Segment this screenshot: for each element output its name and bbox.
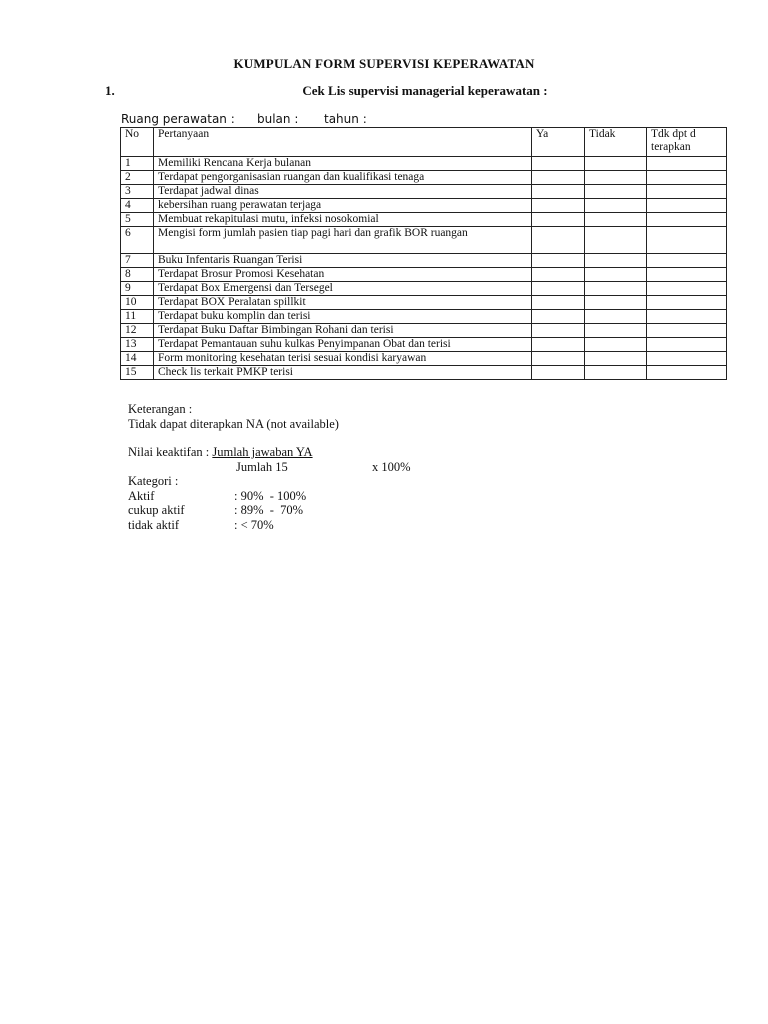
header-pertanyaan: Pertanyaan bbox=[154, 128, 532, 157]
row-tdk-dpt-cell[interactable] bbox=[647, 157, 727, 171]
row-ya-cell[interactable] bbox=[532, 324, 585, 338]
row-number: 10 bbox=[121, 296, 154, 310]
ruang-label: Ruang perawatan : bbox=[121, 112, 235, 126]
section-number: 1. bbox=[105, 83, 115, 98]
table-row bbox=[121, 185, 727, 199]
row-ya-cell[interactable] bbox=[532, 171, 585, 185]
row-tdk-dpt-cell[interactable] bbox=[647, 282, 727, 296]
row-question: Memiliki Rencana Kerja bulanan bbox=[154, 157, 532, 171]
row-ya-cell[interactable] bbox=[532, 268, 585, 282]
row-tidak-cell[interactable] bbox=[585, 213, 647, 227]
row-ya-cell[interactable] bbox=[532, 213, 585, 227]
row-ya-cell[interactable] bbox=[532, 199, 585, 213]
kategori-label-item: cukup aktif bbox=[128, 503, 185, 517]
na-note: Tidak dapat diterapkan NA (not available) bbox=[128, 416, 339, 431]
keterangan-label: Keterangan : bbox=[128, 402, 193, 416]
row-ya-cell[interactable] bbox=[532, 296, 585, 310]
section-title: Cek Lis supervisi managerial keperawatan : bbox=[302, 83, 548, 98]
row-number: 15 bbox=[121, 366, 154, 380]
nilai-denominator: Jumlah 15 bbox=[236, 459, 288, 474]
row-tdk-dpt-cell[interactable] bbox=[647, 324, 727, 338]
row-tidak-cell[interactable] bbox=[585, 157, 647, 171]
row-tidak-cell[interactable] bbox=[585, 310, 647, 324]
row-tidak-cell[interactable] bbox=[585, 171, 647, 185]
row-ya-cell[interactable] bbox=[532, 282, 585, 296]
table-row bbox=[121, 282, 727, 296]
row-tidak-cell[interactable] bbox=[585, 227, 647, 254]
table-row bbox=[121, 324, 727, 338]
header-tdk-dpt-diterapkan: Tdk dpt d terapkan bbox=[647, 128, 727, 157]
table-row bbox=[121, 171, 727, 185]
row-number: 2 bbox=[121, 171, 154, 185]
kategori-row bbox=[128, 503, 411, 518]
nilai-multiplier: x 100% bbox=[372, 459, 411, 474]
row-ya-cell[interactable] bbox=[532, 338, 585, 352]
row-tidak-cell[interactable] bbox=[585, 282, 647, 296]
row-question: Terdapat BOX Peralatan spillkit bbox=[154, 296, 532, 310]
row-tdk-dpt-cell[interactable] bbox=[647, 366, 727, 380]
row-tdk-dpt-cell[interactable] bbox=[647, 296, 727, 310]
header-tidak: Tidak bbox=[585, 128, 647, 157]
row-number: 3 bbox=[121, 185, 154, 199]
table-row bbox=[121, 268, 727, 282]
row-tdk-dpt-cell[interactable] bbox=[647, 254, 727, 268]
table-header-row bbox=[121, 128, 727, 157]
table-row bbox=[121, 213, 727, 227]
row-tidak-cell[interactable] bbox=[585, 296, 647, 310]
row-question: Terdapat pengorganisasian ruangan dan kualifikasi tenaga bbox=[154, 171, 532, 185]
row-question: Terdapat Buku Daftar Bimbingan Rohani dan terisi bbox=[154, 324, 532, 338]
kategori-label-item: tidak aktif bbox=[128, 517, 180, 532]
row-number: 14 bbox=[121, 352, 154, 366]
row-question: Buku Infentaris Ruangan Terisi bbox=[154, 254, 532, 268]
row-tidak-cell[interactable] bbox=[585, 268, 647, 282]
header-no: No bbox=[121, 128, 154, 157]
row-question: Terdapat jadwal dinas bbox=[154, 185, 532, 199]
row-question: kebersihan ruang perawatan terjaga bbox=[154, 199, 532, 213]
row-ya-cell[interactable] bbox=[532, 185, 585, 199]
row-tdk-dpt-cell[interactable] bbox=[647, 213, 727, 227]
row-tidak-cell[interactable] bbox=[585, 324, 647, 338]
row-number: 12 bbox=[121, 324, 154, 338]
row-number: 7 bbox=[121, 254, 154, 268]
row-tidak-cell[interactable] bbox=[585, 199, 647, 213]
nilai-denominator-line bbox=[128, 460, 411, 475]
table-row bbox=[121, 254, 727, 268]
table-row bbox=[121, 310, 727, 324]
row-tdk-dpt-cell[interactable] bbox=[647, 352, 727, 366]
row-ya-cell[interactable] bbox=[532, 157, 585, 171]
row-number: 1 bbox=[121, 157, 154, 171]
nilai-keaktifan-line bbox=[128, 445, 411, 460]
table-row bbox=[121, 366, 727, 380]
row-number: 9 bbox=[121, 282, 154, 296]
row-question: Terdapat Brosur Promosi Kesehatan bbox=[154, 268, 532, 282]
header-ya: Ya bbox=[532, 128, 585, 157]
table-row bbox=[121, 199, 727, 213]
notes-section bbox=[128, 402, 411, 532]
row-tidak-cell[interactable] bbox=[585, 352, 647, 366]
row-ya-cell[interactable] bbox=[532, 352, 585, 366]
kategori-range: : 90% - 100% bbox=[234, 488, 307, 503]
row-ya-cell[interactable] bbox=[532, 227, 585, 254]
row-question: Terdapat Pemantauan suhu kulkas Penyimpanan Obat dan terisi bbox=[154, 338, 532, 352]
row-tidak-cell[interactable] bbox=[585, 254, 647, 268]
row-question: Terdapat Box Emergensi dan Tersegel bbox=[154, 282, 532, 296]
row-number: 11 bbox=[121, 310, 154, 324]
row-number: 6 bbox=[121, 227, 154, 254]
kategori-row bbox=[128, 489, 411, 504]
checklist-table bbox=[120, 127, 727, 380]
row-ya-cell[interactable] bbox=[532, 254, 585, 268]
document-title: KUMPULAN FORM SUPERVISI KEPERAWATAN bbox=[233, 56, 535, 71]
tahun-label: tahun : bbox=[324, 112, 367, 126]
kategori-range: : < 70% bbox=[234, 517, 274, 532]
table-row bbox=[121, 157, 727, 171]
nilai-prefix: Nilai keaktifan : bbox=[128, 445, 213, 459]
row-number: 13 bbox=[121, 338, 154, 352]
row-tdk-dpt-cell[interactable] bbox=[647, 199, 727, 213]
row-number: 5 bbox=[121, 213, 154, 227]
row-tdk-dpt-cell[interactable] bbox=[647, 310, 727, 324]
form-meta bbox=[121, 112, 367, 126]
row-tdk-dpt-cell[interactable] bbox=[647, 338, 727, 352]
table-row bbox=[121, 352, 727, 366]
table-row bbox=[121, 227, 727, 254]
kategori-row bbox=[128, 518, 411, 533]
kategori-range: : 89% - 70% bbox=[234, 503, 304, 517]
row-question: Terdapat buku komplin dan terisi bbox=[154, 310, 532, 324]
row-tdk-dpt-cell[interactable] bbox=[647, 171, 727, 185]
row-tdk-dpt-cell[interactable] bbox=[647, 185, 727, 199]
row-tidak-cell[interactable] bbox=[585, 338, 647, 352]
nilai-numerator: Jumlah jawaban YA bbox=[212, 445, 313, 459]
row-tidak-cell[interactable] bbox=[585, 366, 647, 380]
row-tidak-cell[interactable] bbox=[585, 185, 647, 199]
row-number: 8 bbox=[121, 268, 154, 282]
kategori-label: Kategori : bbox=[128, 474, 179, 488]
row-number: 4 bbox=[121, 199, 154, 213]
row-ya-cell[interactable] bbox=[532, 366, 585, 380]
row-ya-cell[interactable] bbox=[532, 310, 585, 324]
table-row bbox=[121, 338, 727, 352]
row-question: Form monitoring kesehatan terisi sesuai kondisi karyawan bbox=[154, 352, 532, 366]
row-tdk-dpt-cell[interactable] bbox=[647, 268, 727, 282]
table-row bbox=[121, 296, 727, 310]
row-question: Membuat rekapitulasi mutu, infeksi nosokomial bbox=[154, 213, 532, 227]
row-question: Check lis terkait PMKP terisi bbox=[154, 366, 532, 380]
row-question: Mengisi form jumlah pasien tiap pagi hari dan grafik BOR ruangan bbox=[154, 227, 532, 254]
bulan-label: bulan : bbox=[257, 112, 299, 126]
row-tdk-dpt-cell[interactable] bbox=[647, 227, 727, 254]
kategori-label-item: Aktif bbox=[128, 488, 155, 503]
